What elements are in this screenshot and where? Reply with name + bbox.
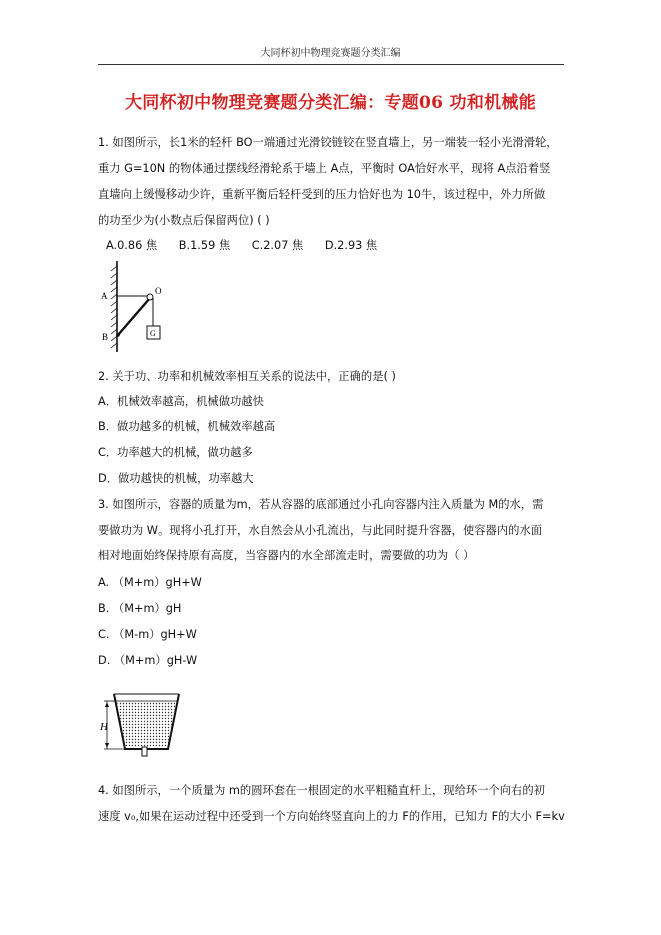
q3-line-3: 相对地面始终保持原有高度，当容器内的水全部流走时，需要做的功为（ ） (98, 549, 475, 562)
q1-option-c: C.2.07 焦 (251, 239, 304, 252)
q3-option-d: D. （M+m）gH-W (98, 654, 198, 667)
q1-label-o: O (155, 286, 162, 296)
q1-option-a: A.0.86 焦 (106, 239, 158, 252)
q1-line-1: 1. 如图所示，长1米的轻杆 BO一端通过光滑铰链铰在竖直墙上，另一端装一轻小光滑滑轮， (98, 136, 558, 149)
q3-figure-container (98, 690, 198, 758)
q2-option-c: C．功率越大的机械，做功越多 (98, 446, 253, 459)
q1-figure-lever-pulley (98, 258, 178, 356)
q1-line-4: 的功至少为(小数点后保留两位) ( ) (98, 214, 270, 227)
q1-option-d: D.2.93 焦 (324, 239, 378, 252)
page-header: 大同杯初中物理竞赛题分类汇编 (260, 48, 401, 59)
document-title: 大同杯初中物理竞赛题分类汇编：专题06 功和机械能 (124, 93, 537, 113)
header-divider (98, 64, 564, 65)
q2-stem: 2. 关于功、功率和机械效率相互关系的说法中，正确的是( ) (98, 370, 396, 383)
q3-option-b: B. （M+m）gH (98, 602, 182, 615)
q4-line-2: 速度 v₀,如果在运动过程中还受到一个方向始终竖直向上的力 F的作用，已知力 F的大小 F=kv (98, 810, 565, 823)
q2-option-a: A．机械效率越高，机械做功越快 (98, 395, 264, 408)
q1-line-3: 直墙向上缓慢移动少许，重新平衡后轻杆受到的压力恰好也为 10牛，该过程中，外力所做 (98, 188, 546, 201)
q1-label-a: A (101, 291, 108, 301)
q1-label-g: G (150, 329, 156, 338)
q1-label-b: B (102, 332, 109, 342)
q3-line-1: 3. 如图所示，容器的质量为m，若从容器的底部通过小孔向容器内注入质量为 M的水，需 (98, 498, 544, 511)
q1-option-b: B.1.59 焦 (178, 239, 231, 252)
q3-option-c: C. （M-m）gH+W (98, 628, 197, 641)
q1-line-2: 重力 G=10N 的物体通过摆线经滑轮系于墙上 A点，平衡时 OA恰好水平，现将 A点沿着竖 (98, 162, 551, 175)
q3-label-h: H (100, 721, 108, 733)
q3-option-a: A. （M+m）gH+W (98, 576, 202, 589)
q4-line-1: 4. 如图所示，一个质量为 m的圆环套在一根固定的水平粗糙直杆上，现给环一个向右的初 (98, 784, 545, 797)
q2-option-d: D．做功越快的机械，功率越大 (98, 472, 254, 485)
q1-options (106, 237, 395, 253)
q3-line-2: 要做功为 W。现将小孔打开，水自然会从小孔流出，与此同时提升容器，使容器内的水面 (98, 524, 543, 537)
q2-option-b: B．做功越多的机械，机械效率越高 (98, 420, 276, 433)
